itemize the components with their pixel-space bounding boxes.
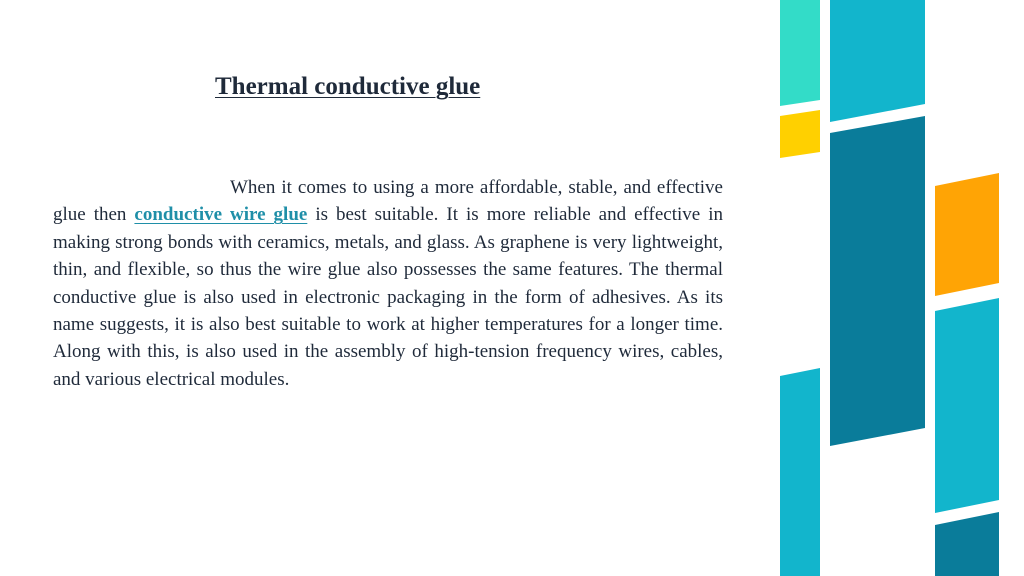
orange-stripe xyxy=(935,173,999,296)
page-title: Thermal conductive glue xyxy=(215,73,481,100)
cyan-right-stripe xyxy=(935,298,999,513)
cyan-top-stripe xyxy=(830,0,925,122)
conductive-wire-glue-link[interactable]: conductive wire glue xyxy=(134,204,308,226)
dark-teal-tall-stripe xyxy=(830,116,925,446)
paragraph-text-before-link: When it comes to using a more affordable, stable, and effective glue then xyxy=(53,177,723,226)
paragraph-text-after-link: is best suitable. It is more reliable and effective in making strong bonds with ceramics, metals, and glass. As graphene is very lightweight, thin, and flexible, so thus the wire glue also possesses the same features. The thermal conductive glue is also used in electronic packaging in the form of adhesives. As its name suggests, it is also best suitable to work at higher temperatures for a longer time. Along with this, is also used in the assembly of high-tension frequency wires, cables, and various electrical modules. xyxy=(53,204,723,390)
cyan-bottom-left-stripe xyxy=(780,368,820,576)
yellow-stripe xyxy=(780,110,820,158)
dark-teal-bottom-stripe xyxy=(935,512,999,576)
mint-stripe xyxy=(780,0,820,106)
